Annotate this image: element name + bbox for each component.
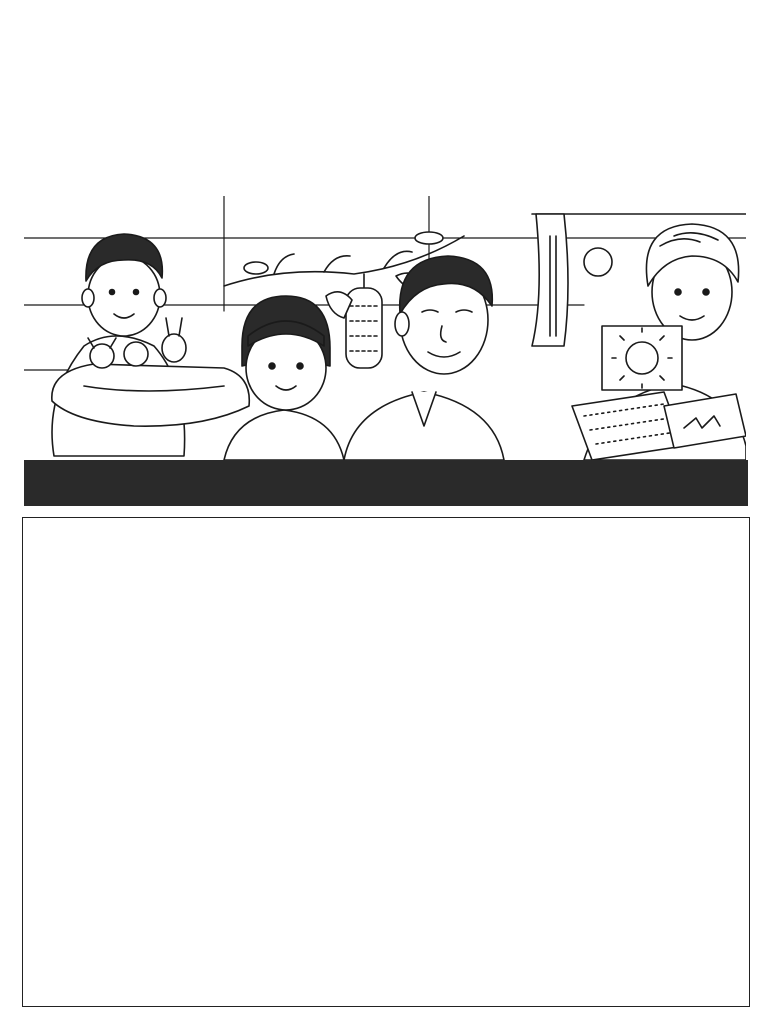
family-illustration	[24, 196, 746, 460]
calendar-grid	[24, 611, 748, 971]
date-banner	[24, 460, 748, 506]
parents-logo	[558, 524, 734, 580]
boy-figure	[52, 234, 249, 456]
grid-lines	[24, 611, 748, 971]
